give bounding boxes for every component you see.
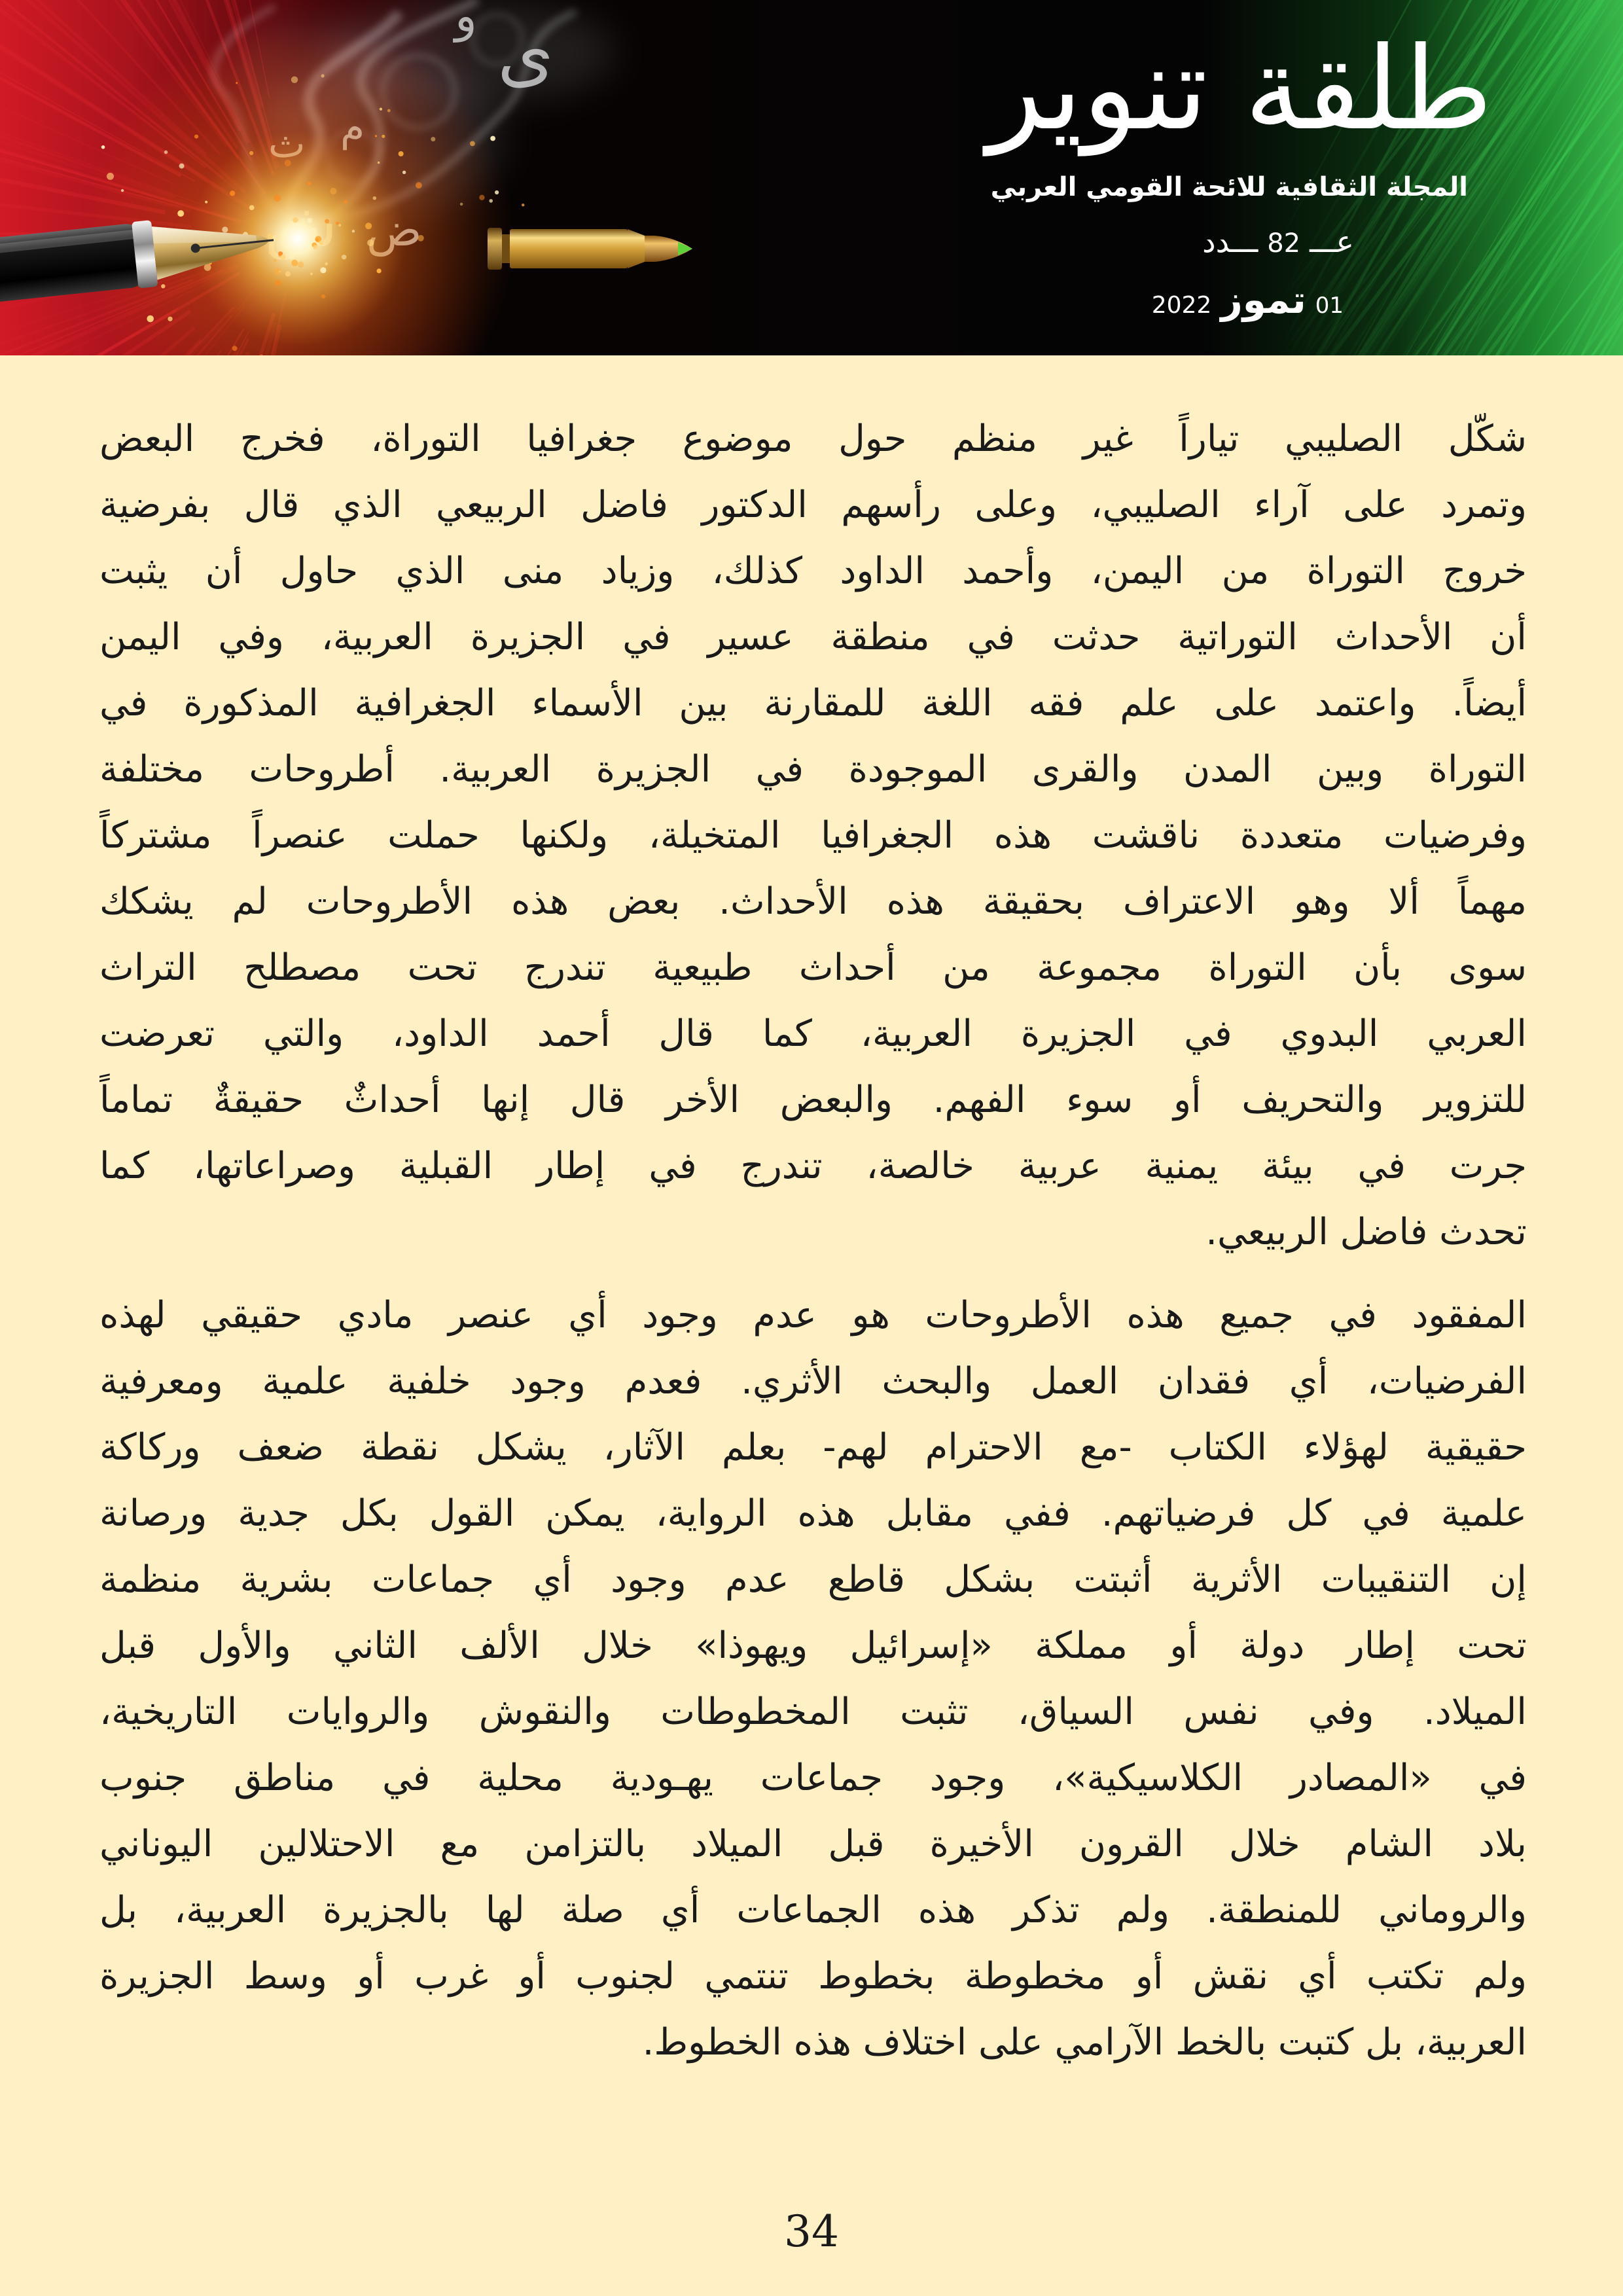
spark bbox=[232, 346, 238, 351]
article-line: أيضاً. واعتمد على علم فقه اللغة للمقارنة بين الأسماء الجغرافية المذكورة في bbox=[99, 682, 1527, 725]
spark bbox=[161, 284, 165, 288]
spark bbox=[460, 203, 463, 206]
spark bbox=[418, 235, 424, 242]
article-line: ولم تكتب أي نقش أو مخطوطة بخطوط تنتمي لجنوب أو غرب أو وسط الجزيرة bbox=[99, 1955, 1527, 1998]
article-line: الميلاد. وفي نفس السياق، تثبت المخطوطات والنقوش والروايات التاريخية، bbox=[99, 1691, 1527, 1733]
article-line: العربية، بل كتبت بالخط الآرامي على اختلاف هذه الخطوط. bbox=[642, 2021, 1527, 2064]
spark bbox=[310, 273, 313, 276]
spark bbox=[274, 259, 277, 262]
spark bbox=[330, 188, 336, 194]
spark bbox=[289, 255, 294, 260]
page-number: 34 bbox=[784, 2206, 839, 2257]
spark bbox=[399, 151, 404, 156]
spark bbox=[291, 77, 298, 83]
spark bbox=[285, 271, 291, 276]
spark bbox=[222, 226, 228, 232]
issue-prefix: عـــ bbox=[1310, 224, 1354, 259]
article-line: مهماً ألا وهو الاعتراف بحقيقة هذه الأحداث. بعض هذه الأطروحات لم يشكك bbox=[99, 880, 1527, 923]
spark bbox=[177, 210, 184, 217]
spark bbox=[320, 267, 326, 273]
article-line: التوراة وبين المدن والقرى الموجودة في الجزيرة العربية. أطروحات مختلفة bbox=[99, 748, 1527, 791]
spark bbox=[268, 234, 273, 239]
paragraph bbox=[99, 406, 1527, 1265]
spark bbox=[230, 190, 235, 196]
spark bbox=[479, 195, 484, 200]
spark bbox=[378, 162, 380, 164]
article-line: الفرضيات، أي فقدان العمل والبحث الأثري. فعدم وجود خلفية علمية ومعرفية bbox=[99, 1360, 1527, 1403]
issue-date-year: 2022 bbox=[1151, 292, 1212, 319]
spark bbox=[179, 164, 185, 169]
article-body bbox=[99, 406, 1527, 2075]
spark bbox=[380, 108, 382, 111]
spark bbox=[490, 136, 495, 141]
spark bbox=[276, 280, 281, 286]
spark bbox=[205, 201, 207, 204]
article-line: جرت في بيئة يمنية عربية خالصة، تندرج في إطار القبلية وصراعاتها، كما bbox=[99, 1145, 1527, 1187]
article-line: تحدث فاضل الربيعي. bbox=[1205, 1211, 1527, 1253]
smoke-glyph: و bbox=[455, 0, 477, 43]
spark bbox=[377, 268, 382, 273]
spark bbox=[308, 182, 311, 185]
issue-date bbox=[1152, 277, 1344, 332]
spark bbox=[319, 241, 323, 245]
spark bbox=[402, 171, 406, 174]
spark bbox=[336, 222, 339, 225]
article-line: شكّل الصليبي تياراً غير منظم حول موضوع جغرافيا التوراة، فخرج البعض bbox=[99, 418, 1527, 460]
article-line: العربي البدوي في الجزيرة العربية، كما قال أحمد الداود، والتي تعرضت bbox=[99, 1013, 1527, 1055]
issue-number-value: 82 bbox=[1267, 228, 1301, 259]
spark bbox=[352, 230, 355, 232]
article-line: للتزوير والتحريف أو سوء الفهم. والبعض الأخر قال إنها أحداثٌ حقيقةٌ تماماً bbox=[99, 1079, 1527, 1121]
spark bbox=[315, 238, 319, 242]
spark bbox=[268, 251, 272, 254]
spark bbox=[387, 109, 391, 113]
article-line: في «المصادر الكلاسيكية»، وجود جماعات يهـودية محلية في مناطق جنوب bbox=[99, 1757, 1527, 1799]
spark bbox=[321, 74, 325, 77]
spark bbox=[298, 261, 304, 268]
magazine-header bbox=[0, 0, 1623, 355]
article-line: وفرضيات متعددة ناقشت هذه الجغرافيا المتخيلة، ولكنها حملت عنصراً مشتركاً bbox=[99, 814, 1527, 857]
spark bbox=[101, 145, 105, 149]
spark bbox=[293, 217, 298, 223]
spark bbox=[338, 224, 341, 226]
spark bbox=[249, 151, 253, 155]
spark bbox=[107, 173, 114, 180]
article-line: بلاد الشام خلال القرون الأخيرة قبل الميلاد بالتزامن مع الاحتلالين اليوناني bbox=[99, 1823, 1527, 1865]
spark bbox=[280, 255, 285, 260]
article-line: خروج التوراة من اليمن، وأحمد الداود كذلك، وزياد منى الذي حاول أن يثبت bbox=[99, 550, 1527, 592]
spark bbox=[522, 204, 524, 206]
spark bbox=[321, 295, 325, 298]
paragraph bbox=[99, 1282, 1527, 2075]
spark bbox=[495, 190, 499, 194]
spark bbox=[470, 141, 475, 147]
article-line: وتمرد على آراء الصليبي، وعلى رأسهم الدكتور فاضل الربيعي الذي قال بفرضية bbox=[99, 484, 1527, 526]
article-line: أن الأحداث التوراتية حدثت في منطقة عسير في الجزيرة العربية، وفي اليمن bbox=[99, 616, 1527, 658]
spark bbox=[313, 245, 317, 249]
spark bbox=[489, 199, 493, 203]
spark bbox=[382, 135, 385, 138]
spark bbox=[121, 189, 124, 192]
issue-suffix: ـــدد bbox=[1202, 224, 1258, 259]
spark bbox=[274, 195, 281, 202]
spark bbox=[249, 205, 255, 210]
spark bbox=[164, 151, 168, 154]
spark bbox=[307, 218, 312, 223]
issue-date-day: 01 bbox=[1315, 293, 1344, 319]
smoke-glyph: ى bbox=[497, 12, 554, 96]
spark bbox=[431, 137, 435, 141]
article-line: إن التنقيبات الأثرية أثبتت بشكل قاطع عدم وجود أي جماعات بشرية منظمة bbox=[99, 1558, 1527, 1601]
spark bbox=[291, 260, 298, 266]
spark bbox=[416, 182, 422, 188]
spark bbox=[285, 160, 291, 166]
article-line: علمية في كل فرضياتهم. ففي مقابل هذه الرواية، يمكن القول بكل جدية ورصانة bbox=[99, 1492, 1527, 1535]
spark bbox=[204, 264, 211, 271]
issue-number bbox=[1202, 219, 1354, 266]
spark bbox=[325, 219, 329, 224]
spark bbox=[194, 135, 198, 139]
spark bbox=[342, 255, 346, 259]
article-line: سوى بأن التوراة مجموعة من أحداث طبيعية تندرج تحت مصطلح التراث bbox=[99, 946, 1527, 989]
magazine-subtitle: المجلة الثقافية للائحة القومي العربي bbox=[990, 172, 1468, 202]
issue-date-month: تموز bbox=[1221, 278, 1306, 322]
magazine-title: طلقة تنوير bbox=[987, 23, 1493, 156]
article-line: حقيقية لهؤلاء الكتاب -مع الاحترام لهم- بعلم الآثار، يشكل نقطة ضعف وركاكة bbox=[99, 1426, 1527, 1469]
article-line: تحت إطار دولة أو مملكة «إسرائيل ويهوذا» خلال الألف الثاني والأول قبل bbox=[99, 1624, 1527, 1667]
article-line: المفقود في جميع هذه الأطروحات هو عدم وجود أي عنصر مادي حقيقي لهذه bbox=[99, 1294, 1527, 1336]
spark bbox=[311, 228, 316, 233]
spark bbox=[168, 317, 172, 321]
spark bbox=[147, 315, 154, 323]
spark bbox=[325, 262, 328, 266]
spark bbox=[279, 270, 281, 272]
spark bbox=[373, 196, 376, 200]
spark bbox=[367, 240, 374, 246]
article-line: والروماني للمنطقة. ولم تذكر هذه الجماعات أي صلة لها بالجزيرة العربية، بل bbox=[99, 1889, 1527, 1931]
spark bbox=[236, 82, 238, 84]
spark bbox=[375, 135, 377, 137]
spark bbox=[344, 200, 348, 204]
spark bbox=[365, 223, 372, 229]
